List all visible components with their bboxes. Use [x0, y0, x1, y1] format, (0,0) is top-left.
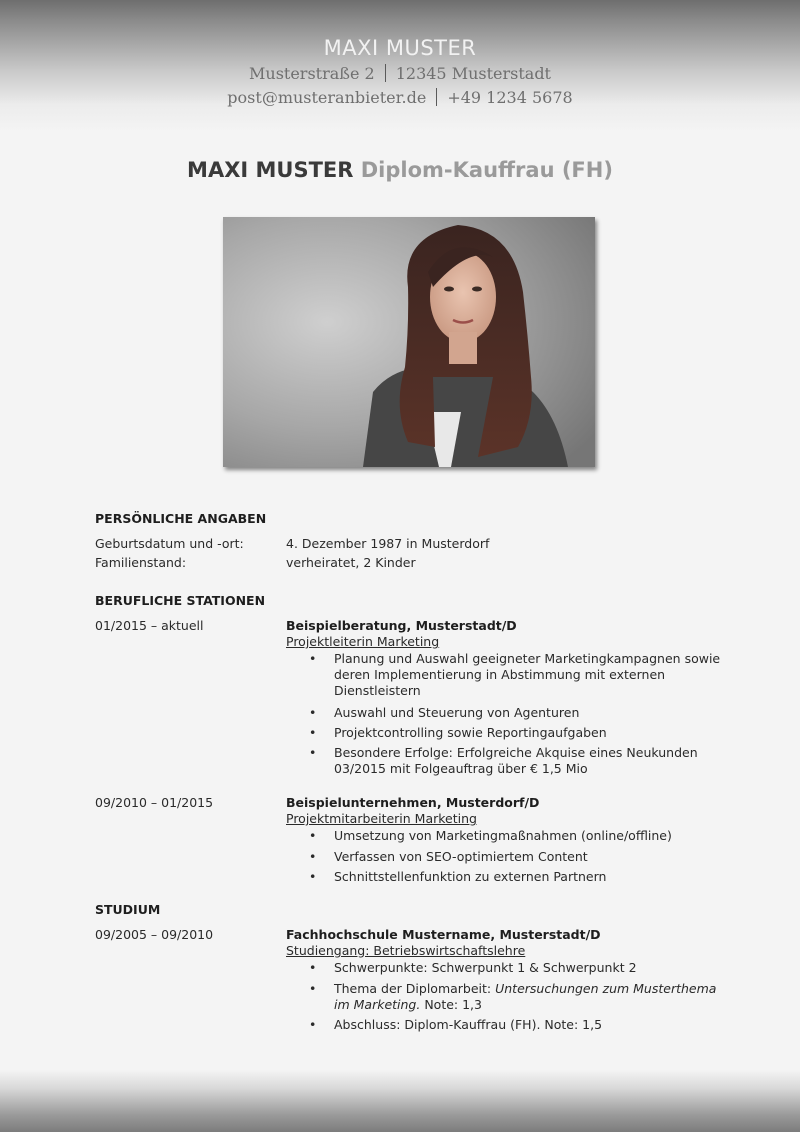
page-title: [0, 158, 800, 182]
bullet-icon: •: [309, 651, 317, 666]
career-employer: Beispielberatung, Musterstadt/D: [286, 618, 517, 633]
header-name: MAXI MUSTER: [323, 36, 477, 60]
career-task: Schnittstellenfunktion zu externen Partnern: [334, 869, 607, 884]
career-task: Planung und Auswahl geeigneter Marketingkampagnen sowie deren Implementierung in Abstimmung mit externen Dienstleistern: [334, 651, 721, 698]
career-task: Besondere Erfolge: Erfolgreiche Akquise eines Neukunden 03/2015 mit Folgeauftrag über € 1,5 Mio: [334, 745, 698, 776]
thesis-title: Untersuchungen zum Musterthema im Marketing.: [334, 981, 717, 1012]
portrait-photo: [223, 217, 595, 467]
header-city: 12345 Musterstadt: [395, 64, 551, 83]
header-contact: [0, 88, 800, 107]
bullet-icon: •: [309, 1017, 317, 1032]
section-heading-personal: PERSÖNLICHE ANGABEN: [95, 511, 267, 526]
bullet-icon: •: [309, 981, 317, 996]
header-address: [0, 64, 800, 83]
bullet-icon: •: [309, 960, 317, 975]
career-period: 01/2015 – aktuell: [95, 618, 204, 633]
career-task: Umsetzung von Marketingmaßnahmen (online/offline): [334, 828, 672, 843]
label-family-status: Familienstand:: [95, 555, 187, 570]
title-name: MAXI MUSTER: [187, 158, 354, 182]
section-heading-studies: STUDIUM: [95, 902, 161, 917]
studies-degree: Abschluss: Diplom-Kauffrau (FH). Note: 1,5: [334, 1017, 603, 1032]
career-task: Projektcontrolling sowie Reportingaufgaben: [334, 725, 607, 740]
bullet-icon: •: [309, 849, 317, 864]
section-heading-career: BERUFLICHE STATIONEN: [95, 593, 266, 608]
header-phone: +49 1234 5678: [447, 88, 573, 107]
career-task: Verfassen von SEO-optimiertem Content: [334, 849, 588, 864]
footer-band: [0, 1070, 800, 1132]
title-degree: Diplom-Kauffrau (FH): [360, 158, 613, 182]
value-birth: 4. Dezember 1987 in Musterdorf: [286, 536, 490, 551]
header-street: Musterstraße 2: [249, 64, 375, 83]
studies-focus: Schwerpunkte: Schwerpunkt 1 & Schwerpunkt 2: [334, 960, 637, 975]
bullet-icon: •: [309, 725, 317, 740]
studies-program: Studiengang: Betriebswirtschaftslehre: [286, 943, 526, 958]
thesis-prefix: Thema der Diplomarbeit:: [334, 981, 496, 996]
career-task: Auswahl und Steuerung von Agenturen: [334, 705, 580, 720]
career-role: Projektmitarbeiterin Marketing: [286, 811, 477, 826]
career-employer: Beispielunternehmen, Musterdorf/D: [286, 795, 540, 810]
bullet-icon: •: [309, 705, 317, 720]
value-family-status: verheiratet, 2 Kinder: [286, 555, 416, 570]
studies-school: Fachhochschule Mustername, Musterstadt/D: [286, 927, 601, 942]
career-period: 09/2010 – 01/2015: [95, 795, 214, 810]
bullet-icon: •: [309, 745, 317, 760]
studies-thesis: [334, 981, 724, 1013]
separator: [385, 64, 386, 82]
header-email: post@musteranbieter.de: [227, 88, 427, 107]
thesis-grade: Note: 1,3: [420, 997, 482, 1012]
label-birth: Geburtsdatum und -ort:: [95, 536, 244, 551]
studies-period: 09/2005 – 09/2010: [95, 927, 214, 942]
separator: [436, 88, 437, 106]
bullet-icon: •: [309, 828, 317, 843]
career-role: Projektleiterin Marketing: [286, 634, 440, 649]
portrait-illustration: [223, 217, 595, 467]
bullet-icon: •: [309, 869, 317, 884]
